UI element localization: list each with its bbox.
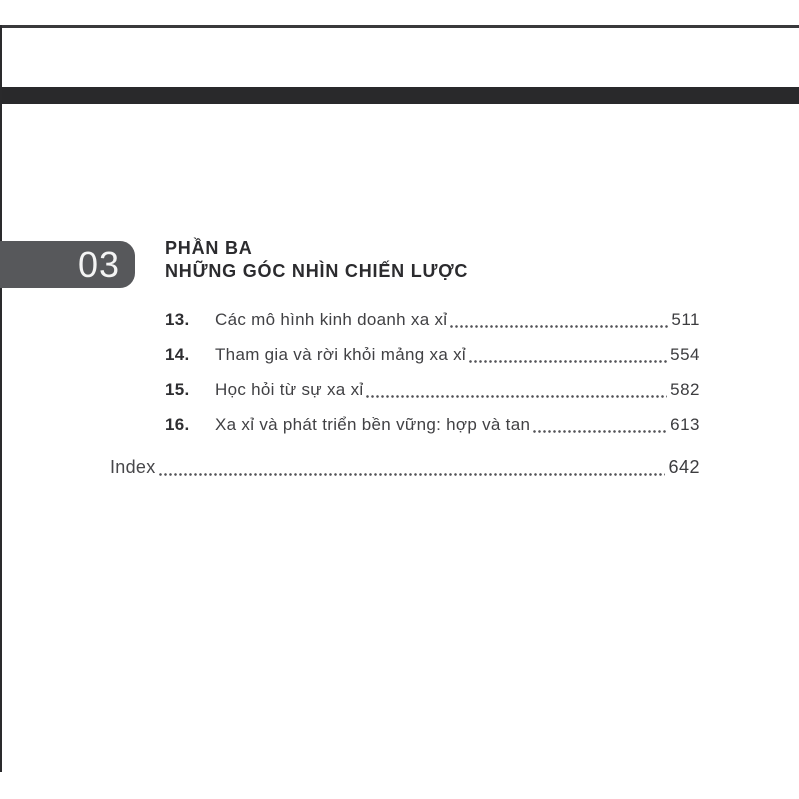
part-heading-line1: PHẦN BA: [165, 238, 253, 258]
page-left-edge-line: [0, 25, 2, 772]
toc-entry-title: Xa xỉ và phát triển bền vững: hợp và tan: [215, 414, 531, 434]
toc-entry-title: Các mô hình kinh doanh xa xỉ: [215, 309, 448, 329]
toc-entry-number: 16.: [165, 414, 190, 434]
index-page: 642: [668, 456, 700, 477]
toc-entry-number: 13.: [165, 309, 190, 329]
part-heading-line2: NHỮNG GÓC NHÌN CHIẾN LƯỢC: [165, 261, 469, 281]
header-black-bar: [0, 87, 799, 104]
toc-entry-number: 15.: [165, 379, 190, 399]
dot-leader: [449, 302, 668, 337]
dot-leader: [158, 450, 666, 484]
index-entry[interactable]: [110, 450, 700, 484]
toc-entry-15[interactable]: [165, 372, 700, 407]
dot-leader: [468, 337, 667, 372]
part-heading: [165, 237, 468, 283]
toc-entry-14[interactable]: [165, 337, 700, 372]
index-label: Index: [110, 456, 156, 477]
toc-entry-page: 511: [671, 309, 700, 329]
toc-entry-page: 554: [670, 344, 700, 364]
top-rule-divider: [0, 25, 799, 28]
toc-list: [165, 302, 700, 442]
toc-entry-page: 582: [670, 379, 700, 399]
section-number: 03: [77, 243, 120, 285]
toc-entry-title: Tham gia và rời khỏi mảng xa xỉ: [215, 344, 466, 364]
dot-leader: [532, 407, 667, 442]
toc-entry-title: Học hỏi từ sự xa xỉ: [215, 379, 364, 399]
toc-entry-16[interactable]: [165, 407, 700, 442]
section-number-tab: [0, 241, 135, 288]
toc-entry-page: 613: [670, 414, 700, 434]
toc-entry-13[interactable]: [165, 302, 700, 337]
toc-entry-number: 14.: [165, 344, 190, 364]
dot-leader: [365, 372, 667, 407]
